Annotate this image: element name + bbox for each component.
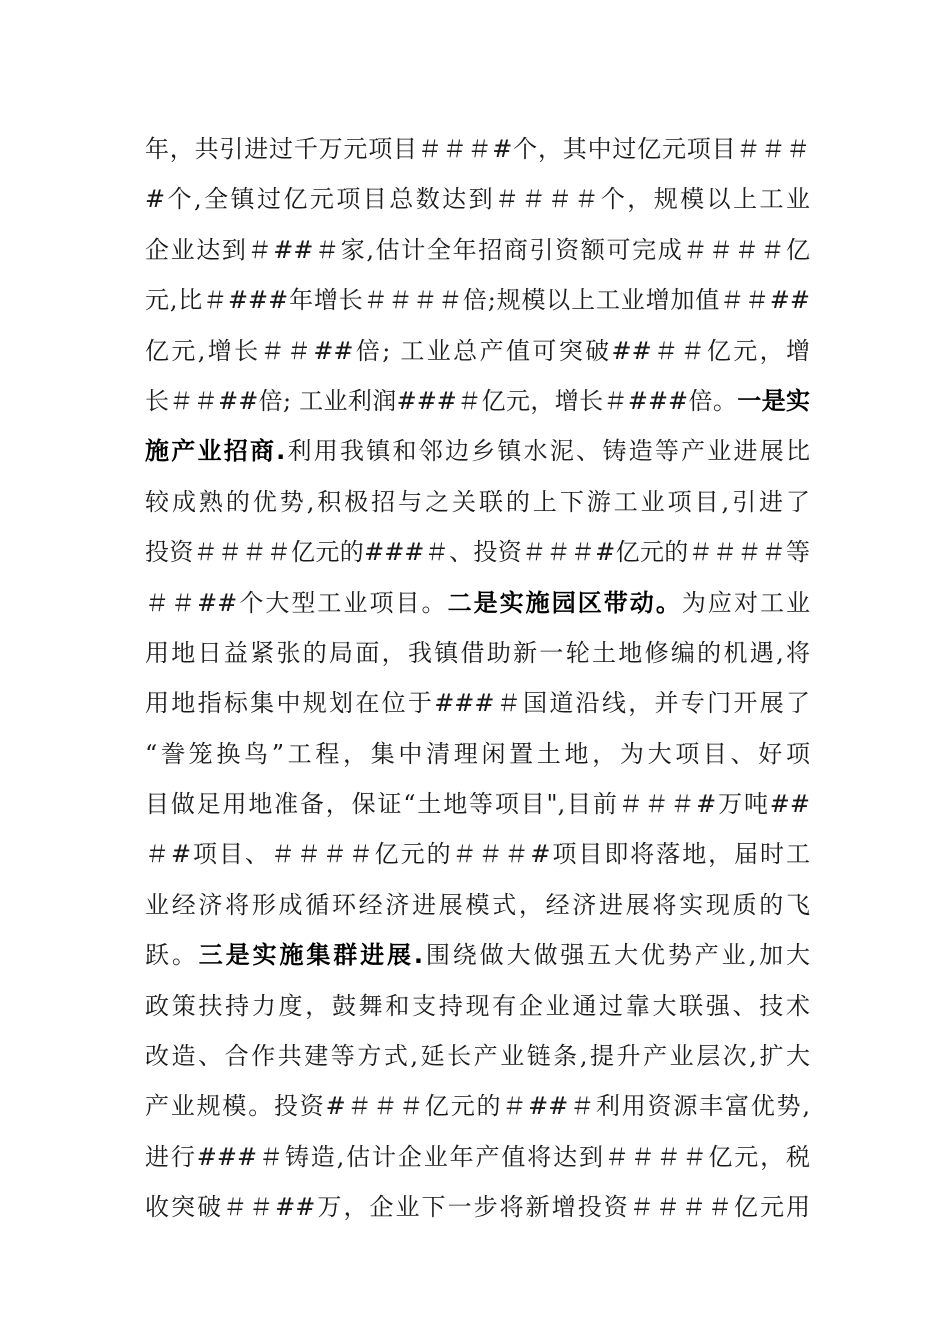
text-line	[145, 578, 810, 628]
body-text-run: 利用我镇和邻边乡镇水泥、铸造等产业进展比	[285, 437, 810, 466]
body-text-run: 业经济将形成循环经济进展模式，经济进展将实现质的飞	[145, 890, 810, 919]
body-text-run: 元,比＃###年增长＃＃＃＃倍;规模以上工业增加值＃＃##	[145, 286, 810, 315]
text-line	[145, 225, 810, 275]
body-text-run: 政策扶持力度，鼓舞和支持现有企业通过靠大联强、技术	[145, 991, 810, 1020]
body-text-run: 进行###＃铸造,估计企业年产值将达到＃＃＃＃亿元，税	[145, 1142, 810, 1171]
bold-heading-text: 二是实施园区带动。	[447, 588, 682, 617]
text-line	[145, 779, 810, 829]
body-text-run: 企业达到＃##＃家,估计全年招商引资额可完成＃＃＃＃亿	[145, 235, 810, 264]
text-line	[145, 275, 810, 325]
text-line	[145, 729, 810, 779]
text-line	[145, 1182, 810, 1232]
text-line	[145, 930, 810, 980]
text-line	[145, 981, 810, 1031]
text-line	[145, 829, 810, 879]
text-line	[145, 678, 810, 728]
bold-heading-text: 一是实	[737, 386, 810, 415]
text-line	[145, 527, 810, 577]
text-line	[145, 880, 810, 930]
body-text-run: 亿元,增长＃＃##倍; 工业总产值可突破##＃＃亿元，增	[145, 336, 810, 365]
text-line	[145, 426, 810, 476]
bold-heading-text: 施产业招商.	[145, 437, 286, 466]
text-line	[145, 628, 810, 678]
text-line	[145, 174, 810, 224]
text-line	[145, 326, 810, 376]
body-text-run: 投资＃＃＃＃亿元的###＃、投资＃＃＃#亿元的＃＃＃＃等	[145, 538, 810, 567]
text-line	[145, 376, 810, 426]
text-line	[145, 477, 810, 527]
body-text-run: 用地日益紧张的局面，我镇借助新一轮土地修编的机遇,将	[145, 638, 810, 667]
body-text-run: 为应对工业	[681, 588, 811, 617]
body-text-run: 围绕做大做强五大优势产业,加大	[423, 941, 810, 970]
body-text-run: 目做足用地准备，保证“土地等项目",目前＃＃＃#万吨##	[145, 790, 810, 819]
text-line	[145, 1132, 810, 1182]
body-text-run: ＃#项目、＃＃＃＃亿元的＃＃＃#项目即将落地，届时工	[145, 840, 810, 869]
text-line	[145, 1031, 810, 1081]
body-text-run: #个,全镇过亿元项目总数达到＃＃＃＃个，规模以上工业	[145, 185, 810, 214]
body-text-run: 用地指标集中规划在位于###＃国道沿线，并专门开展了	[145, 689, 810, 718]
body-text-run: 年，共引进过千万元项目＃＃＃#个，其中过亿元项目＃＃＃	[145, 135, 810, 163]
text-line	[145, 1081, 810, 1131]
body-text	[145, 124, 810, 1233]
text-line	[145, 124, 810, 174]
bold-heading-text: 三是实施集群进展.	[198, 941, 424, 970]
body-text-run: 产业规模。投资#＃＃＃亿元的＃##＃利用资源丰富优势,	[145, 1092, 810, 1121]
body-text-run: 长＃＃##倍; 工业利润###＃亿元，增长＃###倍。	[145, 386, 738, 415]
body-text-run: 收突破＃＃##万，企业下一步将新增投资＃＃＃＃亿元用	[145, 1193, 810, 1222]
body-text-run: ＃＃##个大型工业项目。	[145, 588, 448, 617]
body-text-run: 跃。	[145, 941, 199, 970]
body-text-run: 较成熟的优势,积极招与之关联的上下游工业项目,引进了	[145, 487, 810, 516]
body-text-run: “誊笼换鸟”工程，集中清理闲置土地，为大项目、好项	[145, 739, 810, 768]
body-text-run: 改造、合作共建等方式,延长产业链条,提升产业层次,扩大	[145, 1042, 810, 1071]
